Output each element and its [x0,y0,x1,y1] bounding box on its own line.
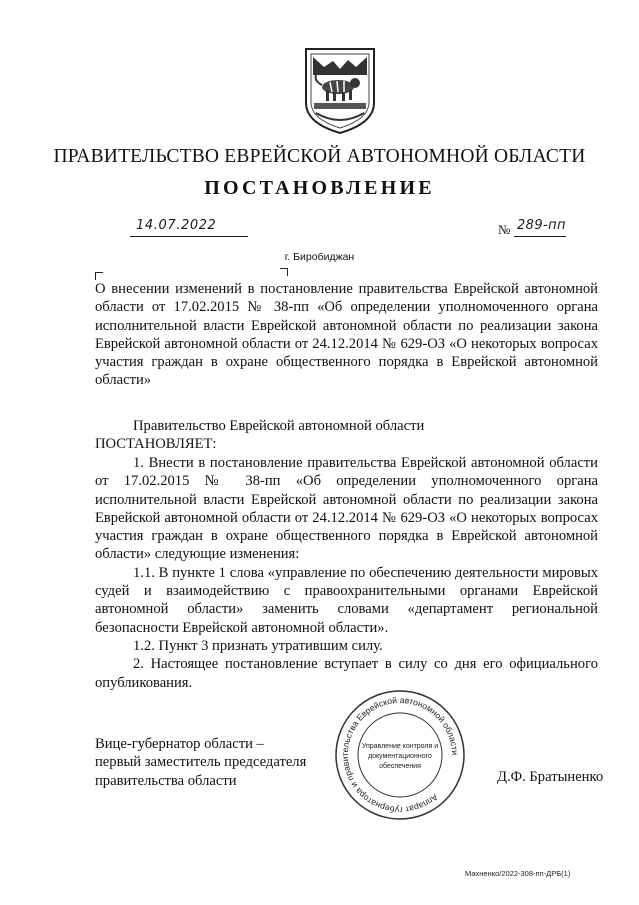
signatory-name: Д.Ф. Братыненко [497,769,604,785]
signatory-title-line1: Вице-губернатор области – [95,736,264,752]
preamble: Правительство Еврейской автономной области [133,418,425,434]
document-type: ПОСТАНОВЛЕНИЕ [204,177,435,199]
government-title: ПРАВИТЕЛЬСТВО ЕВРЕЙСКОЙ АВТОНОМНОЙ ОБЛАСТИ [53,146,586,167]
document-number: 289-пп [517,218,566,233]
subject-bracket-left [95,272,103,280]
stamp-center-line2: документационного [368,753,432,760]
city: г. Биробиджан [284,251,355,263]
item-1-2: 1.2. Пункт 3 признать утратившим силу. [133,637,383,654]
subject-bracket-right [280,268,288,276]
stamp-center-line1: Управление контроля и [361,743,439,750]
official-stamp [333,688,467,822]
stamp-ring-text: Аппарат губернатора и правительства Еврейской автономной области [339,694,461,816]
signatory-title-line2: первый заместитель председателя [95,754,307,771]
document-subject: О внесении изменений в постановление правительства Еврейской автономной области от 17.02.2015 № 38-пп «Об определении уполномоченного органа исполнительной власти Еврейской автономной области по реализации закона Еврейской автономной области от 24.12.2014 № 629-ОЗ «О некоторых вопросах участия граждан в охране общественного порядка в Еврейской автономной области» [95,281,598,389]
item-1: 1. Внести в постановление правительства Еврейской автономной области от 17.02.2015 № 38-пп «Об определении уполномоченного органа исполнительной власти Еврейской автономной области по реализации закона Еврейской автономной области от 24.12.2014 № 629-ОЗ «О некоторых вопросах участия граждан в охране общественного порядка в Еврейской автономной области» следующие изменения: [95,455,598,563]
item-1-1: 1.1. В пункте 1 слова «управление по обеспечению деятельности мировых судей и взаимодействию с правоохранительными органами Еврейской автономной области» заменить словами «департамент региональной безопасности Еврейской автономной области». [95,564,598,636]
number-sign: № [498,222,511,237]
signatory-title [95,735,306,790]
document-date: 14.07.2022 [136,218,217,233]
signatory-title-line3: правительства области [95,772,237,789]
footer-code: Махненко/2022-308-пп-ДРБ(1) [465,869,571,878]
decree-word: ПОСТАНОВЛЯЕТ: [95,436,217,452]
coat-of-arms-icon [300,45,380,135]
item-2: 2. Настоящее постановление вступает в силу со дня его официального опубликования. [95,656,598,691]
decree-items [95,454,598,692]
stamp-center-line3: обеспечения [379,763,421,770]
